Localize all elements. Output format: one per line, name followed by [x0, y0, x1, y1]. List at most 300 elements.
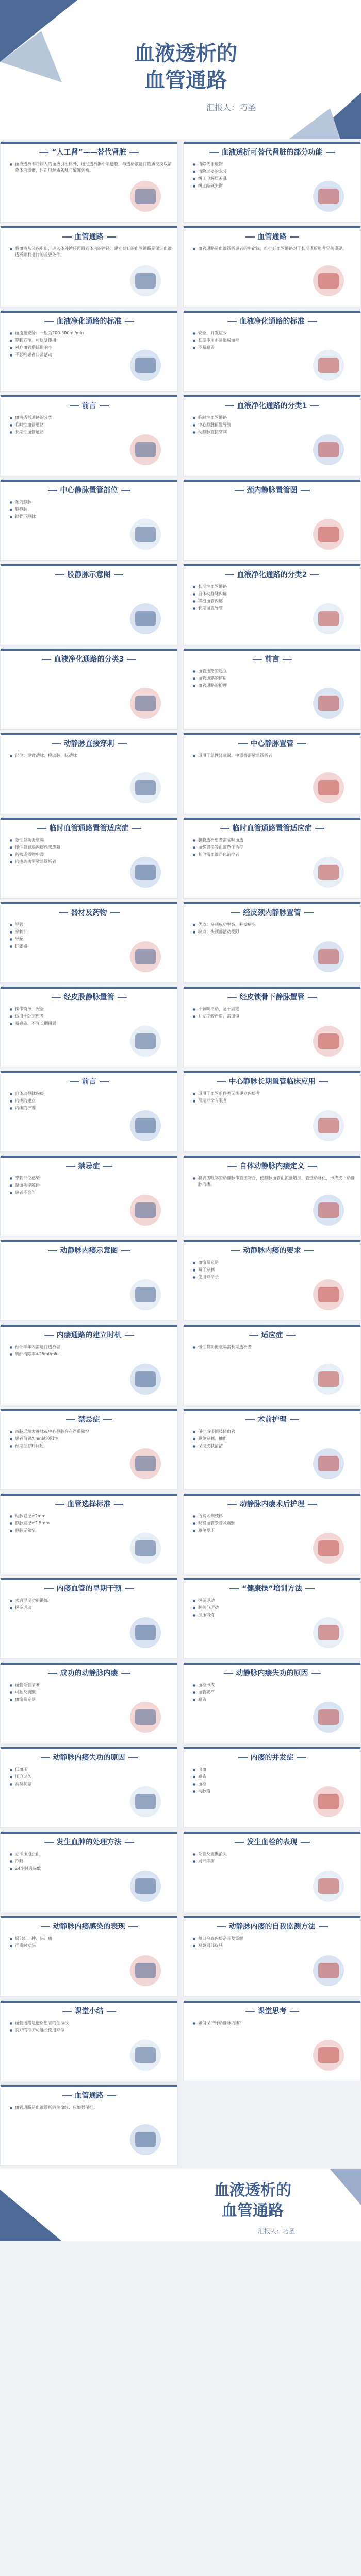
slide-bullet-item: 使用寿命长	[193, 1274, 355, 1280]
slide-title: 血液净化通路的标准	[1, 316, 177, 326]
slide-top-bar	[184, 649, 360, 651]
slide-bullet-item: 高凝状态	[10, 1781, 172, 1787]
slide-bullet-item: 保持皮肤清洁	[193, 1443, 355, 1449]
slide-bullet-item: 移植血管内瘘	[193, 598, 355, 604]
slide-top-bar	[184, 818, 360, 820]
slide-top-bar	[1, 1325, 177, 1327]
slide-top-bar	[184, 1832, 360, 1834]
slide-title: 中心静脉长期置管临床应用	[184, 1076, 360, 1087]
slide-bullet-item: 适用于卧床患者	[10, 1013, 172, 1020]
slide-bullet-item: 预期生存时间短	[10, 1443, 172, 1449]
slide-title: 血液透析可替代肾脏的部分功能	[184, 147, 360, 157]
slide-top-bar	[1, 1663, 177, 1665]
slide-16	[183, 733, 361, 814]
slide-illustration	[109, 593, 171, 639]
slide-bullet-item: 患者不合作	[10, 1190, 172, 1196]
slide-38	[183, 1662, 361, 1743]
slide-bullet-item: 慢性肾功能衰竭需长期透析者	[193, 1344, 355, 1350]
slide-title: 自体动静脉内瘘定义	[184, 1161, 360, 1171]
closing-subtitle: 汇报人：巧圣	[258, 2228, 296, 2235]
slide-illustration	[109, 1184, 171, 1231]
slide-top-bar	[184, 1578, 360, 1580]
slide-bullet-item: 其他需血液净化治疗者	[193, 852, 355, 858]
slide-illustration	[292, 1269, 354, 1315]
slide-title: 动静脉内瘘术后护理	[184, 1499, 360, 1509]
slide-bullet-item: 血管通路的使用	[193, 675, 355, 682]
slide-4	[183, 226, 361, 307]
slide-5	[0, 310, 178, 392]
slide-10	[183, 479, 361, 561]
slide-bullet-item: 出血	[193, 1767, 355, 1773]
slide-top-bar	[184, 2001, 360, 2003]
slide-top-bar	[1, 1071, 177, 1073]
slide-illustration	[109, 2029, 171, 2076]
slide-bullet-item: 抬高术侧肢体	[193, 1513, 355, 1519]
slide-title: 中心静脉置管	[184, 738, 360, 749]
slide-bullet-item: 观察局部皮肤	[193, 1943, 355, 1949]
slide-bullet-item: 不影响患者日常活动	[10, 352, 172, 358]
slide-15	[0, 733, 178, 814]
slide-27	[0, 1240, 178, 1321]
slide-title: 课堂思考	[184, 2006, 360, 2016]
slide-bullet-item: 长期性血管通路	[193, 584, 355, 590]
slide-bullet-item: 如何保护好动静脉内瘘？	[193, 2020, 355, 2026]
slide-title: 内瘘的并发症	[184, 1752, 360, 1762]
slide-bullet-item: 加压锻炼	[193, 1612, 355, 1618]
slide-1	[0, 141, 178, 223]
slide-7	[0, 395, 178, 476]
slide-12	[183, 564, 361, 645]
slide-bullet-item: 临时性血管通路	[193, 415, 355, 421]
slide-illustration	[292, 1015, 354, 1062]
slide-illustration	[292, 1353, 354, 1400]
slide-bullet-item: 血栓形成	[193, 1682, 355, 1688]
slide-bullet-item: 导丝	[10, 936, 172, 942]
slide-title: 内瘘血管的早期干预	[1, 1583, 177, 1594]
slide-top-bar	[1, 987, 177, 989]
slide-bullet-item: 临时性血管通路	[10, 422, 172, 428]
slide-illustration	[292, 762, 354, 808]
slide-3	[0, 226, 178, 307]
slide-43	[0, 1916, 178, 1997]
slide-bullet-item: 血管通路的建立	[193, 668, 355, 674]
slide-illustration	[292, 340, 354, 386]
slide-28	[183, 1240, 361, 1321]
slide-title: 颈内静脉置管图	[184, 485, 360, 495]
slide-top-bar	[184, 1747, 360, 1749]
slide-title: 器材及药物	[1, 907, 177, 918]
slide-bullet-item: 腹膜透析患者需临时血透	[193, 837, 355, 843]
slide-top-bar	[184, 1240, 360, 1242]
slide-20	[183, 902, 361, 983]
slide-bullet-item: 清除过多的水分	[193, 168, 355, 175]
slide-bullet-item: 对心血管系统影响小	[10, 345, 172, 351]
slide-bullet-item: 血管通路是透析患者的生命线	[10, 2020, 172, 2026]
slide-11	[0, 564, 178, 645]
slide-illustration	[292, 677, 354, 724]
slide-illustration	[109, 1269, 171, 1315]
slide-30	[183, 1324, 361, 1405]
slide-illustration	[109, 762, 171, 808]
slide-top-bar	[1, 311, 177, 313]
slide-illustration	[292, 846, 354, 893]
slide-illustration	[292, 1438, 354, 1484]
slide-bullet-item: 每日检查内瘘杂音及震颤	[193, 1936, 355, 1942]
slide-title: 动静脉内瘘失功的原因	[184, 1668, 360, 1678]
slide-bullet-item: 严重时发热	[10, 1943, 172, 1949]
slide-bullet-item: 血管狭窄	[193, 1689, 355, 1696]
slide-8	[183, 395, 361, 476]
slide-title: 动静脉内瘘的自我监测方法	[184, 1921, 360, 1931]
slide-23	[0, 1071, 178, 1152]
slide-illustration	[109, 424, 171, 470]
slide-title: 动静脉内瘘示意图	[1, 1245, 177, 1256]
cover-slide	[0, 0, 361, 139]
slide-bullet-item: 保护造瘘侧肢体血管	[193, 1429, 355, 1435]
slide-top-bar	[184, 1916, 360, 1918]
slide-bullet-item: 握拳运动	[193, 1598, 355, 1604]
slide-top-bar	[1, 1747, 177, 1749]
slide-bullet-list	[193, 753, 355, 760]
slide-bullet-item: 观察血管杂音及震颤	[193, 1520, 355, 1527]
slide-bullet-item: 动脉直径≥2mm	[10, 1513, 172, 1519]
slide-title: 发生血栓的表现	[184, 1837, 360, 1847]
slide-bullet-item: 安全、并发症少	[193, 330, 355, 336]
slide-bullet-item: 凝血功能障碍	[10, 1182, 172, 1189]
slide-bullet-item: 低血压	[10, 1767, 172, 1773]
slide-top-bar	[1, 1240, 177, 1242]
slide-illustration	[292, 1522, 354, 1569]
slide-title: 动静脉内瘘感染的表现	[1, 1921, 177, 1931]
slide-title: 中心静脉置管部位	[1, 485, 177, 495]
slide-illustration	[292, 1945, 354, 1991]
slide-top-bar	[1, 1578, 177, 1580]
slide-top-bar	[184, 902, 360, 904]
slide-title: 内瘘通路的建立时机	[1, 1330, 177, 1340]
slide-illustration	[292, 1691, 354, 1738]
slide-illustration	[109, 1100, 171, 1146]
slide-24	[183, 1071, 361, 1152]
slide-illustration	[109, 1353, 171, 1400]
slide-illustration	[109, 1691, 171, 1738]
slide-title: 前言	[184, 654, 360, 664]
slide-title: 血液净化通路的分类2	[184, 569, 360, 580]
slide-bullet-item: 将血液从体内引出，进入体外循环再回到体内的途径。建立良好的血管通路是保证血液透析顺利进行的首要条件。	[10, 246, 172, 258]
slide-bullet-item: 药物或毒物中毒	[10, 852, 172, 858]
slide-illustration	[292, 1184, 354, 1231]
slide-illustration	[109, 677, 171, 724]
slide-bullet-item: 术后早期功能锻炼	[10, 1598, 172, 1604]
slide-bullet-item: 导管	[10, 922, 172, 928]
slide-top-bar	[1, 733, 177, 735]
slide-bullet-item: 慢性肾衰竭内瘘尚未成熟	[10, 844, 172, 851]
slide-31	[0, 1409, 178, 1490]
slide-bullet-item: 扩张器	[10, 943, 172, 950]
slide-18	[183, 817, 361, 899]
slide-bullet-item: 不影响活动，易于固定	[193, 1006, 355, 1012]
slide-bullet-item: 局部疼痛	[193, 1858, 355, 1865]
slide-illustration	[292, 593, 354, 639]
slide-bullet-list	[193, 246, 355, 253]
slide-bullet-list	[193, 2020, 355, 2027]
slide-top-bar	[184, 1663, 360, 1665]
slide-37	[0, 1662, 178, 1743]
slide-bullet-item: 将表浅毗邻的动静脉作直接吻合，使静脉血管血流量增加、管壁动脉化，形成皮下动静脉内瘘。	[193, 1175, 355, 1188]
slide-title: 血管选择标准	[1, 1499, 177, 1509]
slide-title: “健康操”培训方法	[184, 1583, 360, 1594]
slide-illustration	[109, 1015, 171, 1062]
slide-illustration	[109, 1776, 171, 1822]
slide-bullet-item: 血管杂音清晰	[10, 1682, 172, 1688]
slide-bullet-item: 血流量充分：一般为200-300ml/min	[10, 330, 172, 336]
slide-illustration	[109, 1522, 171, 1569]
slide-title: 经皮股静脉置管	[1, 992, 177, 1002]
slide-illustration	[109, 509, 171, 555]
slide-illustration	[109, 255, 171, 301]
slide-top-bar	[184, 987, 360, 989]
slide-bullet-item: 局部红、肿、热、痛	[10, 1936, 172, 1942]
slide-title: 成功的动静脉内瘘	[1, 1668, 177, 1678]
slide-bullet-item: 血流量充足	[10, 1697, 172, 1703]
slide-bullet-item: 清除代谢废物	[193, 161, 355, 167]
slide-bullet-item: 预期寿命有限者	[193, 1098, 355, 1104]
slide-bullet-item: 急性肾功能衰竭	[10, 837, 172, 843]
slide-bullet-item: 穿刺方便，可反复使用	[10, 337, 172, 344]
slide-bullet-item: 腕关节运动	[193, 1605, 355, 1611]
slide-top-bar	[1, 226, 177, 228]
slide-top-bar	[184, 1156, 360, 1158]
slide-illustration	[292, 1100, 354, 1146]
slide-bullet-item: 穿刺部位感染	[10, 1175, 172, 1181]
slide-bullet-item: 自体动静脉内瘘	[10, 1091, 172, 1097]
slide-illustration	[109, 340, 171, 386]
slide-title: 经皮锁骨下静脉置管	[184, 992, 360, 1002]
slide-bullet-item: 缺点：头颈部活动受限	[193, 929, 355, 935]
slide-bullet-item: 纠正酸碱失衡	[193, 183, 355, 189]
slide-bullet-item: 感染	[193, 1774, 355, 1780]
slide-top-bar	[1, 1156, 177, 1158]
slide-top-bar	[184, 733, 360, 735]
slide-29	[0, 1324, 178, 1405]
slide-title: 血液净化通路的分类1	[184, 400, 360, 411]
slide-44	[183, 1916, 361, 1997]
closing-title: 血液透析的 血管通路	[214, 2181, 291, 2220]
slide-bullet-item: 纠正电解质紊乱	[193, 176, 355, 182]
slide-top-bar	[184, 226, 360, 228]
closing-slide	[0, 2169, 361, 2241]
slide-14	[183, 648, 361, 730]
slide-bullet-item: 中心静脉留置导管	[193, 422, 355, 428]
slide-illustration	[292, 2029, 354, 2076]
slide-bullet-item: 易于穿刺	[193, 1267, 355, 1273]
slide-top-bar	[1, 1832, 177, 1834]
slide-title: 动静脉内瘘失功的原因	[1, 1752, 177, 1762]
slide-top-bar	[184, 480, 360, 482]
slide-bullet-item: 长期留置导管	[193, 605, 355, 612]
slide-bullet-item: 操作简单、安全	[10, 1006, 172, 1012]
slide-top-bar	[1, 818, 177, 820]
slide-bullet-list	[10, 2105, 172, 2112]
slide-bullet-list	[193, 1344, 355, 1351]
slide-bullet-item: 并发症较严重，需谨慎	[193, 1013, 355, 1020]
slide-34	[183, 1493, 361, 1574]
slide-47	[0, 2084, 178, 2166]
slide-top-bar	[184, 1071, 360, 1073]
slide-22	[183, 986, 361, 1067]
slide-title: 血液净化通路的分类3	[1, 654, 177, 664]
slide-46	[183, 2000, 361, 2081]
slide-illustration	[292, 1607, 354, 1653]
slide-bullet-item: 肌酐清除率<25ml/min	[10, 1351, 172, 1358]
slide-illustration	[109, 1945, 171, 1991]
slide-title: 前言	[1, 1076, 177, 1087]
slide-2	[183, 141, 361, 223]
slide-6	[183, 310, 361, 392]
slide-title: 血管通路	[1, 2090, 177, 2100]
slide-bullet-item: 血液透析通路的分类	[10, 415, 172, 421]
slide-illustration	[109, 171, 171, 217]
slide-bullet-item: 四肢近端大静脉或中心静脉存在严重狭窄	[10, 1429, 172, 1435]
slide-bullet-item: 股静脉	[10, 506, 172, 513]
slide-illustration	[109, 2114, 171, 2160]
slide-bullet-item: 预计半年内需进行透析者	[10, 1344, 172, 1350]
slide-illustration	[292, 1860, 354, 1907]
slide-bullet-item: 压迫过久	[10, 1774, 172, 1780]
slide-bullet-item: 内瘘失功需紧急透析者	[10, 859, 172, 865]
slide-41	[0, 1831, 178, 1912]
slide-17	[0, 817, 178, 899]
slide-bullet-item: 穿刺针	[10, 929, 172, 935]
slide-42	[183, 1831, 361, 1912]
slide-bullet-item: 血液透析即将病人的血液引出体外，通过透析器中半透膜，与透析液进行物质交换以清除体内毒素，纠正电解质紊乱与酸碱失衡。	[10, 161, 172, 174]
slide-top-bar	[1, 480, 177, 482]
slide-35	[0, 1578, 178, 1659]
slide-bullet-item: 静脉无狭窄	[10, 1528, 172, 1534]
slide-bullet-item: 自体动静脉内瘘	[193, 591, 355, 597]
slide-bullet-item: 避免受压	[193, 1528, 355, 1534]
slide-45	[0, 2000, 178, 2081]
slide-illustration	[292, 509, 354, 555]
slide-illustration	[292, 255, 354, 301]
slide-bullet-item: 血管通路的护理	[193, 683, 355, 689]
slide-grid	[0, 141, 361, 2169]
slide-bullet-item: 避免穿刺、抽血	[193, 1436, 355, 1442]
slide-bullet-item: 立即压迫止血	[10, 1851, 172, 1857]
slide-bullet-item: 内瘘的护理	[10, 1105, 172, 1111]
slide-bullet-item: 动静脉直接穿刺	[193, 429, 355, 435]
slide-bullet-item: 良好的维护可延长使用寿命	[10, 2027, 172, 2033]
slide-bullet-item: 可触及震颤	[10, 1689, 172, 1696]
slide-title: 课堂小结	[1, 2006, 177, 2016]
slide-top-bar	[1, 395, 177, 397]
slide-title: 禁忌症	[1, 1414, 177, 1425]
slide-top-bar	[1, 564, 177, 566]
slide-illustration	[109, 1438, 171, 1484]
cover-title: 血液透析的 血管通路	[134, 42, 237, 92]
slide-bullet-item: 血栓	[193, 1781, 355, 1787]
slide-title: 动静脉内瘘的要求	[184, 1245, 360, 1256]
slide-title: “人工肾”——替代肾脏	[1, 147, 177, 157]
slide-illustration	[292, 171, 354, 217]
slide-top-bar	[1, 649, 177, 651]
slide-bullet-item: 适用于急性肾衰竭、中毒等需紧急透析者	[193, 753, 355, 759]
slide-title: 血管通路	[184, 231, 360, 242]
slide-illustration	[292, 424, 354, 470]
slide-bullet-item: 不易感染	[193, 345, 355, 351]
slide-39	[0, 1747, 178, 1828]
slide-bullet-item: 锁骨下静脉	[10, 514, 172, 520]
slide-top-bar	[1, 1409, 177, 1411]
slide-title: 术前护理	[184, 1414, 360, 1425]
slide-bullet-item: 适用于血管条件差无法建立内瘘者	[193, 1091, 355, 1097]
slide-top-bar	[1, 142, 177, 144]
slide-9	[0, 479, 178, 561]
slide-title: 经皮颈内静脉置管	[184, 907, 360, 918]
slide-19	[0, 902, 178, 983]
slide-top-bar	[184, 564, 360, 566]
slide-top-bar	[184, 311, 360, 313]
slide-title: 发生血肿的处理方法	[1, 1837, 177, 1847]
slide-top-bar	[1, 1916, 177, 1918]
slide-title: 前言	[1, 400, 177, 411]
slide-21	[0, 986, 178, 1067]
slide-title: 临时血管通路置管适应症	[184, 823, 360, 833]
slide-bullet-item: 长期性血管通路	[10, 429, 172, 435]
slide-bullet-item: 杂音及震颤消失	[193, 1851, 355, 1857]
slide-title: 适应症	[184, 1330, 360, 1340]
slide-bullet-item: 颈内静脉	[10, 499, 172, 505]
slide-bullet-item: 握拳运动	[10, 1605, 172, 1611]
slide-title: 禁忌症	[1, 1161, 177, 1171]
slide-title: 临时血管通路置管适应症	[1, 823, 177, 833]
slide-bullet-list	[10, 753, 172, 760]
slide-bullet-item: 感染	[193, 1697, 355, 1703]
slide-top-bar	[1, 902, 177, 904]
slide-top-bar	[184, 1494, 360, 1496]
slide-bullet-item: 患者前臂Allen试验阳性	[10, 1436, 172, 1442]
slide-illustration	[292, 931, 354, 977]
slide-title: 动静脉直接穿刺	[1, 738, 177, 749]
slide-top-bar	[184, 142, 360, 144]
slide-top-bar	[184, 1409, 360, 1411]
slide-bullet-item: 长期使用不易形成血栓	[193, 337, 355, 344]
slide-top-bar	[184, 1325, 360, 1327]
slide-bullet-item: 部位：足背动脉、桡动脉、肱动脉	[10, 753, 172, 759]
slide-top-bar	[1, 1494, 177, 1496]
slide-bullet-item: 静脉直径≥2.5mm	[10, 1520, 172, 1527]
slide-bullet-item: 优点：穿刺成功率高，并发症少	[193, 922, 355, 928]
cover-subtitle: 汇报人：巧圣	[206, 103, 256, 112]
slide-title: 血液净化通路的标准	[184, 316, 360, 326]
slide-illustration	[109, 931, 171, 977]
slide-32	[183, 1409, 361, 1490]
slide-26	[183, 1155, 361, 1236]
slide-title: 股静脉示意图	[1, 569, 177, 580]
slide-illustration	[109, 1607, 171, 1653]
slide-40	[183, 1747, 361, 1828]
slide-top-bar	[184, 395, 360, 397]
slide-title: 血管通路	[1, 231, 177, 242]
slide-bullet-item: 冷敷	[10, 1858, 172, 1865]
slide-36	[183, 1578, 361, 1659]
slide-bullet-item: 内瘘的建立	[10, 1098, 172, 1104]
slide-illustration	[109, 1860, 171, 1907]
slide-33	[0, 1493, 178, 1574]
slide-13	[0, 648, 178, 730]
slide-25	[0, 1155, 178, 1236]
slide-top-bar	[1, 2085, 177, 2087]
slide-bullet-item: 易感染，不宜长期留置	[10, 1021, 172, 1027]
